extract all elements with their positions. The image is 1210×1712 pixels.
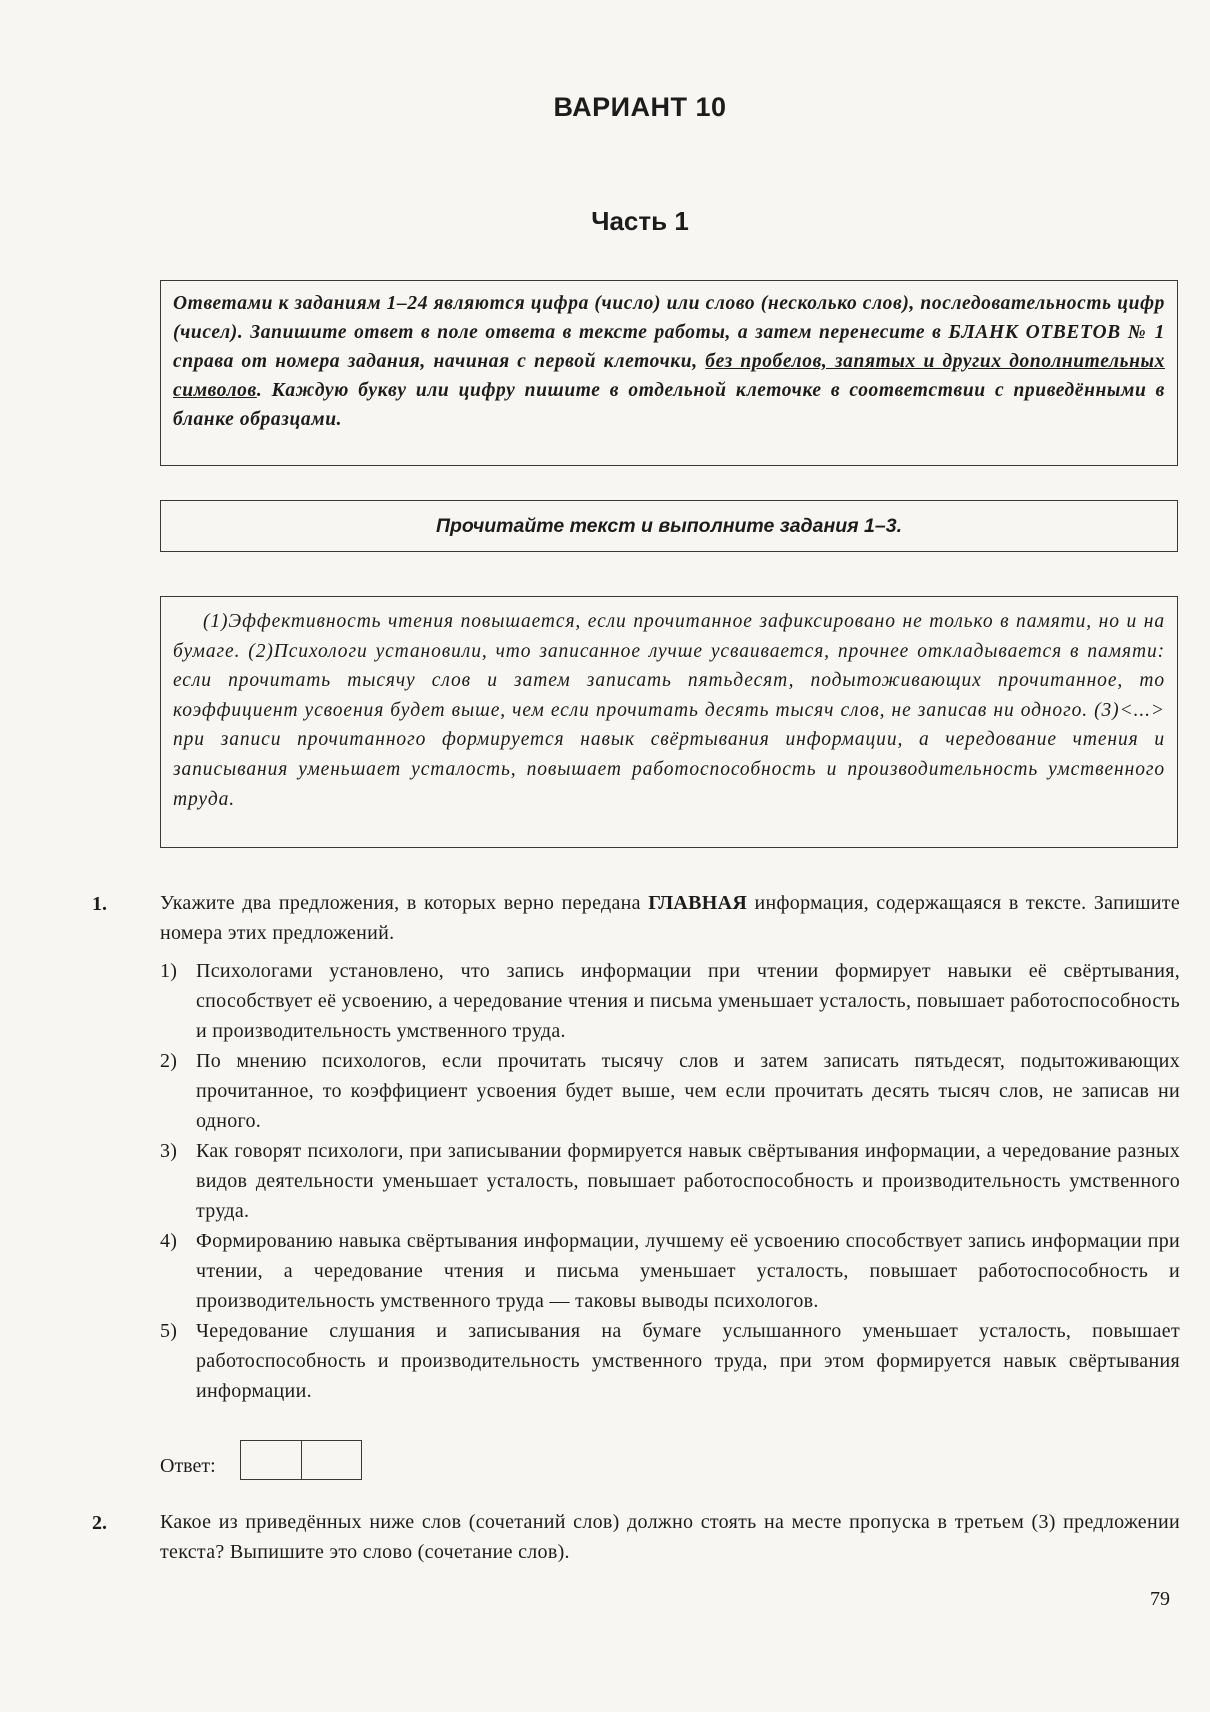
question-1-number: 1.	[92, 893, 107, 915]
option-text: По мнению психологов, если прочитать тысячу слов и затем записать пятьдесят, подытоживающих прочитанное, то коэффициент усвоения будет выше, чем если прочитать десять тысяч слов, не записав ни одного.	[196, 1050, 1180, 1132]
option-text: Психологами установлено, что запись информации при чтении формирует навыки её свёртывания, способствует её усвоению, а чередование чтения и письма уменьшает усталость, повышает работоспособность и производительность умственного труда.	[196, 960, 1180, 1042]
instructions-underlined: без пробелов, запятых и других дополнительных символов	[173, 351, 1165, 401]
answer-field[interactable]	[240, 1440, 362, 1480]
answer-cell-2[interactable]	[301, 1441, 362, 1479]
option-number: 2)	[160, 1050, 178, 1072]
option-5	[160, 1316, 1180, 1406]
question-1-text-end: информация, содержащаяся в тексте. Запишите номера этих предложений.	[160, 892, 1180, 944]
option-text: Формированию навыка свёртывания информации, лучшему её усвоению способствует запись информации при чтении, а чередование чтения и письма уменьшает усталость, повышает работоспособность и производительность умственного труда — таковы выводы психологов.	[196, 1230, 1180, 1312]
question-1-options	[160, 956, 1180, 1406]
page-number: 79	[1150, 1588, 1170, 1610]
instructions-text-start: Ответами к заданиям 1–24 являются цифра (число) или слово (несколько слов), последовательность цифр (чисел). Запишите ответ в поле ответа в тексте работы, а затем перенесите в БЛАНК ОТВЕТОВ № 1 справа от номера задания, начиная с первой клеточки,	[173, 293, 1165, 372]
answer-cell-1[interactable]	[241, 1441, 301, 1479]
answer-label: Ответ:	[160, 1455, 216, 1477]
option-text: Как говорят психологи, при записывании формируется навык свёртывания информации, а чередование разных видов деятельности уменьшает усталость, повышает работоспособность и производительность умственного труда.	[196, 1140, 1180, 1222]
variant-title: ВАРИАНТ 10	[553, 92, 727, 122]
option-text: Чередование слушания и записывания на бумаге услышанного уменьшает усталость, повышает работоспособность и производительность умственного труда, при этом формируется навык свёртывания информации.	[196, 1320, 1180, 1402]
option-number: 5)	[160, 1320, 178, 1342]
option-number: 4)	[160, 1230, 178, 1252]
instructions-text-end: . Каждую букву или цифру пишите в отдельной клеточке в соответствии с приведёнными в бланке образцами.	[173, 380, 1165, 430]
question-1-bold-word: ГЛАВНАЯ	[648, 892, 748, 914]
option-4	[160, 1226, 1180, 1316]
option-1	[160, 956, 1180, 1046]
question-1-text-start: Укажите два предложения, в которых верно передана	[160, 892, 649, 914]
instructions-box	[160, 280, 1178, 466]
part-title: Часть 1	[591, 206, 689, 236]
option-3	[160, 1136, 1180, 1226]
read-task-box: Прочитайте текст и выполните задания 1–3.	[160, 500, 1178, 552]
passage-text: (1)Эффективность чтения повышается, если прочитанное зафиксировано не только в памяти, но и на бумаге. (2)Психологи установили, что записанное лучше усваивается, прочнее откладывается в памяти: если прочитать тысячу слов и затем записать пятьдесят, подытоживающих прочитанное, то коэффициент усвоения будет выше, чем если прочитать десять тысяч слов, не записав ни одного. (3)<...> при записи прочитанного формируется навык свёртывания информации, а чередование чтения и записывания уменьшает усталость, повышает работоспособность и производительность умственного труда.	[173, 611, 1165, 810]
option-number: 1)	[160, 960, 178, 982]
question-2-text: Какое из приведённых ниже слов (сочетаний слов) должно стоять на месте пропуска в третьем (3) предложении текста? Выпишите это слово (сочетание слов).	[160, 1511, 1180, 1563]
question-2-number: 2.	[92, 1512, 107, 1534]
option-number: 3)	[160, 1140, 178, 1162]
option-2	[160, 1046, 1180, 1136]
question-1-text	[160, 888, 1180, 948]
passage-box	[160, 596, 1178, 848]
